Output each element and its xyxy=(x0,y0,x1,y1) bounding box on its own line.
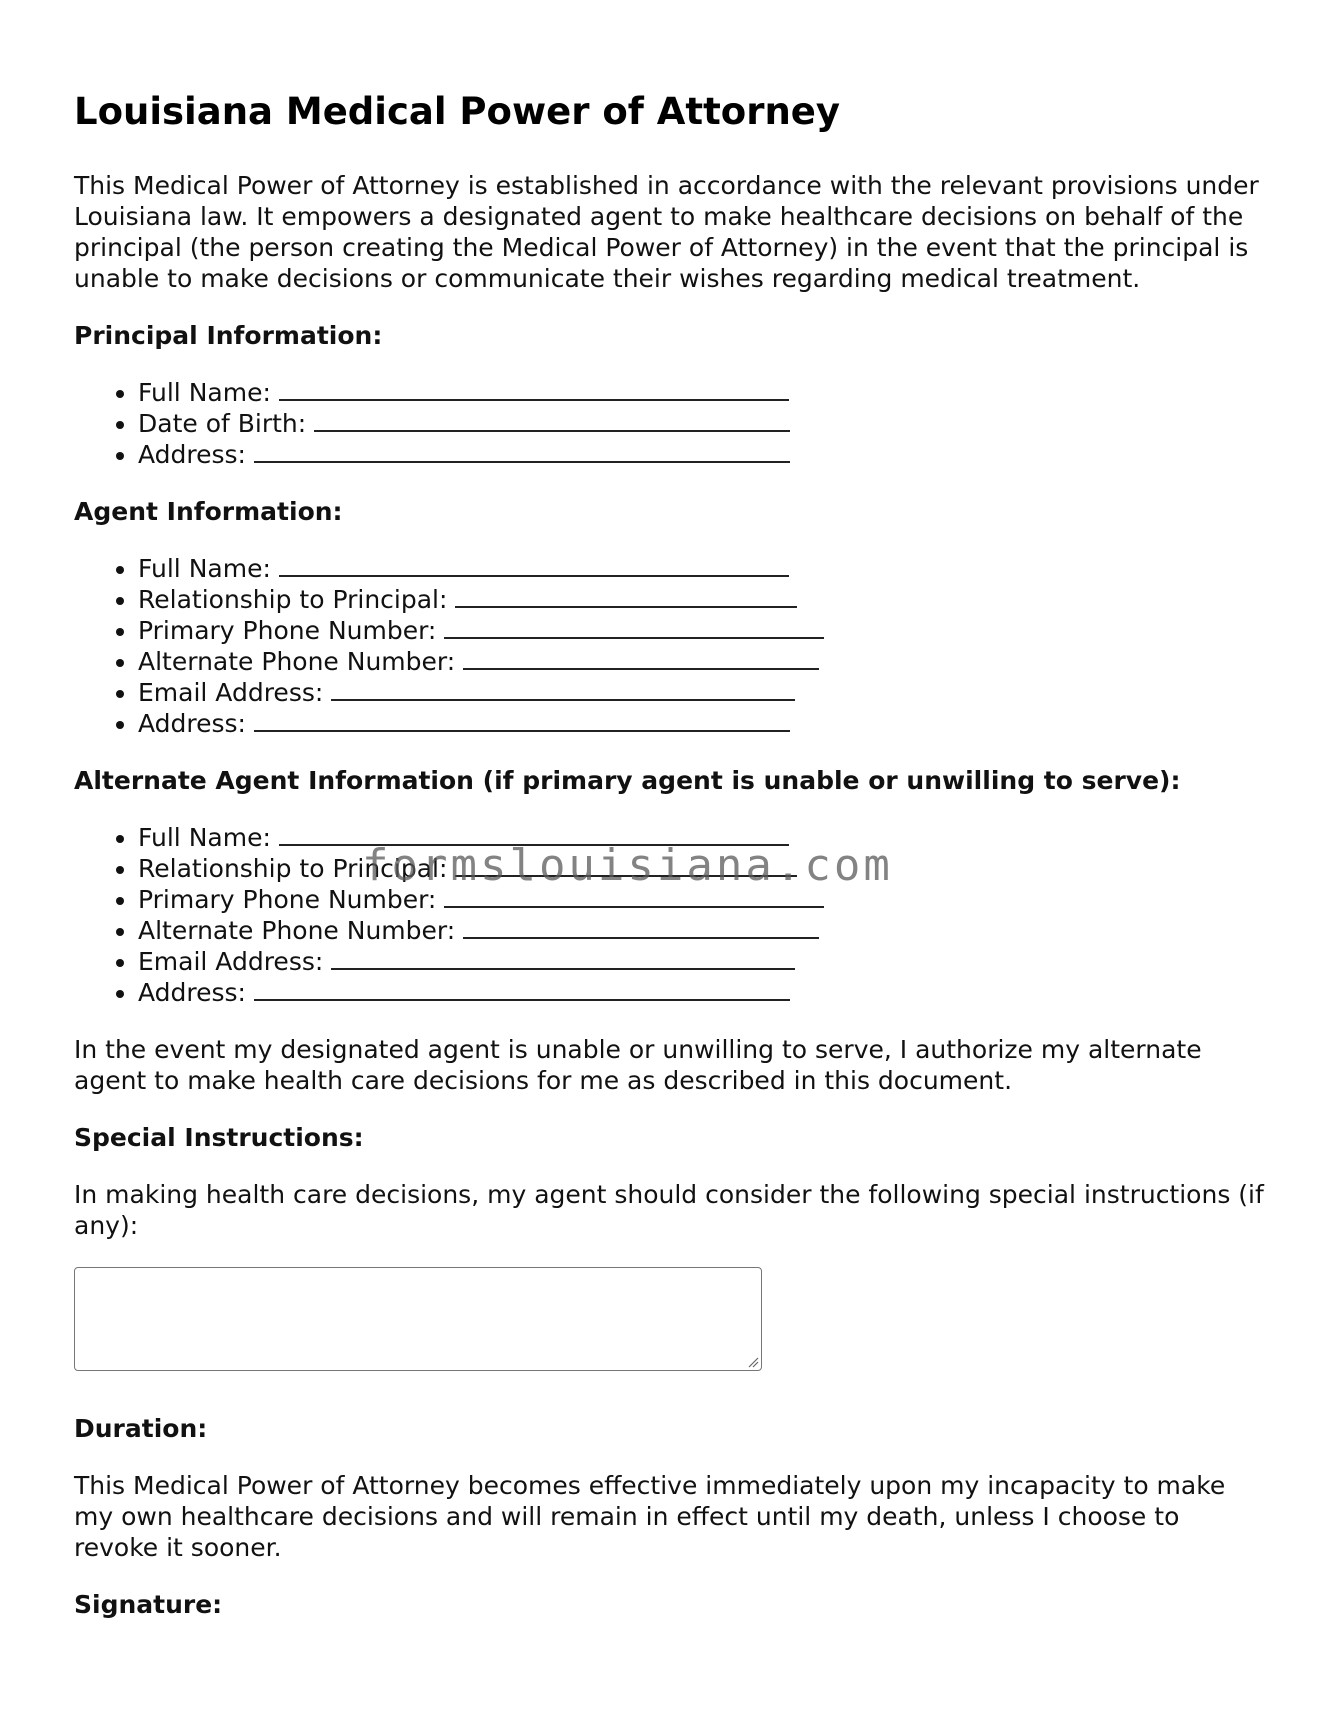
duration-heading: Duration: xyxy=(74,1414,208,1444)
agent-fields xyxy=(74,553,1264,739)
field-label: Full Name: xyxy=(138,378,271,408)
resize-grip-icon[interactable] xyxy=(747,1356,759,1368)
alt-agent-email-field xyxy=(138,946,1264,977)
intro-paragraph: This Medical Power of Attorney is established in accordance with the relevant provisions under Louisiana law. It empowers a designated agent to make healthcare decisions on behalf of the principal (the person creating the Medical Power of Attorney) in the event that the principal is unable to make decisions or communicate their wishes regarding medical treatment. xyxy=(74,171,1259,294)
field-label: Address: xyxy=(138,709,246,739)
agent-relationship-field xyxy=(138,584,1264,615)
agent-alternate-phone-blank[interactable] xyxy=(463,646,819,670)
watermark: formslouisiana.com xyxy=(362,840,893,891)
field-label: Full Name: xyxy=(138,554,271,584)
alt-agent-email-blank[interactable] xyxy=(331,946,795,970)
alt-agent-alternate-phone-field xyxy=(138,915,1264,946)
field-label: Full Name: xyxy=(138,823,271,853)
principal-full-name-blank[interactable] xyxy=(279,377,789,401)
signature-heading: Signature: xyxy=(74,1590,223,1620)
field-label: Email Address: xyxy=(138,678,324,708)
alt-agent-address-field xyxy=(138,977,1264,1008)
alt-agent-address-blank[interactable] xyxy=(254,977,790,1001)
agent-address-blank[interactable] xyxy=(254,708,790,732)
alternate-agent-heading: Alternate Agent Information (if primary agent is unable or unwilling to serve): xyxy=(74,766,1181,796)
field-label: Alternate Phone Number: xyxy=(138,647,456,677)
principal-fields xyxy=(74,377,1264,470)
agent-heading: Agent Information: xyxy=(74,497,343,527)
duration-text: This Medical Power of Attorney becomes effective immediately upon my incapacity to make my own healthcare decisions and will remain in effect until my death, unless I choose to revoke it sooner. xyxy=(74,1471,1226,1563)
agent-primary-phone-blank[interactable] xyxy=(444,615,824,639)
field-label: Relationship to Principal: xyxy=(138,854,448,884)
field-label: Primary Phone Number: xyxy=(138,616,437,646)
field-label: Email Address: xyxy=(138,947,324,977)
principal-dob-blank[interactable] xyxy=(314,408,790,432)
agent-email-field xyxy=(138,677,1264,708)
agent-relationship-blank[interactable] xyxy=(455,584,797,608)
agent-email-blank[interactable] xyxy=(331,677,795,701)
principal-dob-field xyxy=(138,408,1264,439)
alt-agent-alternate-phone-blank[interactable] xyxy=(463,915,819,939)
field-label: Relationship to Principal: xyxy=(138,585,448,615)
agent-alternate-phone-field xyxy=(138,646,1264,677)
agent-full-name-field xyxy=(138,553,1264,584)
field-label: Alternate Phone Number: xyxy=(138,916,456,946)
page-title: Louisiana Medical Power of Attorney xyxy=(74,90,840,133)
principal-address-blank[interactable] xyxy=(254,439,790,463)
field-label: Date of Birth: xyxy=(138,409,307,439)
principal-heading: Principal Information: xyxy=(74,321,383,351)
principal-address-field xyxy=(138,439,1264,470)
special-instructions-textarea[interactable] xyxy=(74,1267,762,1371)
alternate-authorization-paragraph: In the event my designated agent is unable or unwilling to serve, I authorize my alternate agent to make health care decisions for me as described in this document. xyxy=(74,1035,1202,1096)
field-label: Primary Phone Number: xyxy=(138,885,437,915)
principal-full-name-field xyxy=(138,377,1264,408)
field-label: Address: xyxy=(138,440,246,470)
agent-address-field xyxy=(138,708,1264,739)
agent-full-name-blank[interactable] xyxy=(279,553,789,577)
field-label: Address: xyxy=(138,978,246,1008)
special-instructions-heading: Special Instructions: xyxy=(74,1123,364,1153)
special-instructions-text: In making health care decisions, my agent should consider the following special instructions (if any): xyxy=(74,1180,1264,1241)
agent-primary-phone-field xyxy=(138,615,1264,646)
